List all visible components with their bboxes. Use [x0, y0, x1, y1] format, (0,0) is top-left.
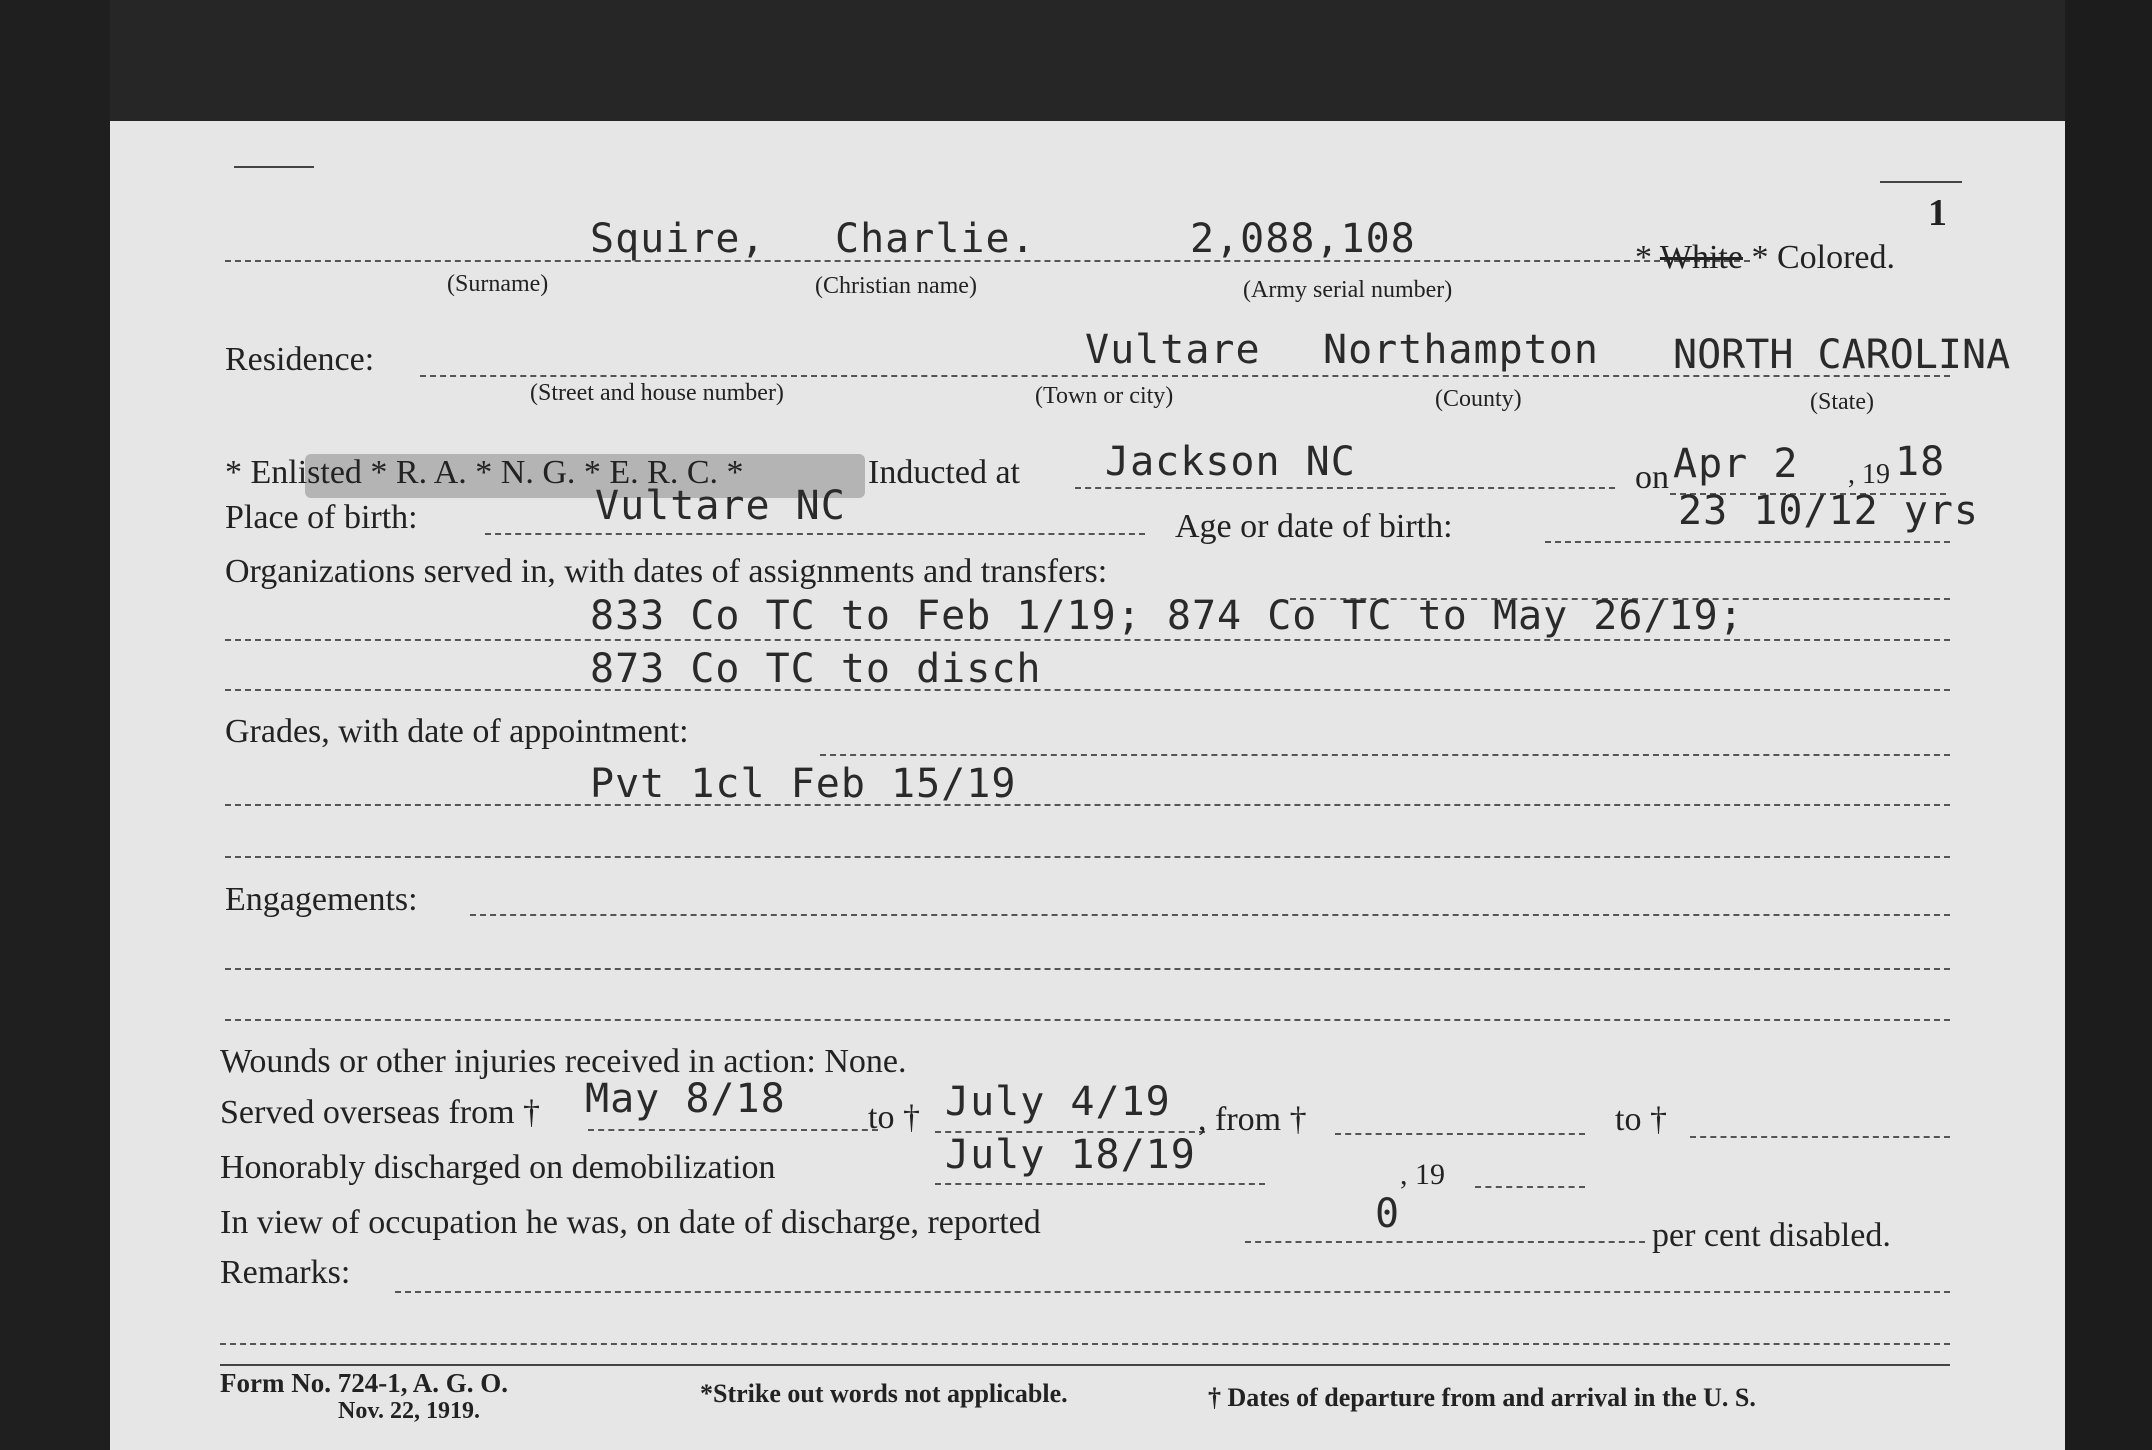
left-background: [0, 0, 110, 1450]
caption-serial-number: (Army serial number): [1243, 277, 1453, 303]
remarks-label: Remarks:: [220, 1254, 351, 1291]
remarks-line-1: [220, 1343, 1950, 1345]
overseas-to2-line: [1690, 1136, 1950, 1138]
induction-year-prefix: , 19: [1848, 459, 1890, 490]
engagements-line-1: [225, 968, 1950, 970]
discharge-line: [935, 1183, 1265, 1185]
engagements-label: Engagements:: [225, 881, 418, 918]
discharge-label: Honorably discharged on demobilization: [220, 1149, 776, 1186]
serial-number-value: 2,088,108: [1190, 216, 1416, 262]
residence-label: Residence:: [225, 341, 375, 378]
place-of-birth-value: Vultare NC: [595, 483, 846, 529]
footer-note-dates: † Dates of departure from and arrival in the U. S.: [1208, 1383, 1756, 1412]
disability-line: [1245, 1241, 1645, 1243]
overseas-from2-line: [1335, 1133, 1585, 1135]
race-white-struck: White: [1659, 239, 1743, 276]
induction-year: 18: [1895, 439, 1946, 485]
grades-line-0: [820, 754, 1950, 756]
disability-value: 0: [1375, 1191, 1401, 1237]
discharge-year-label: , 19: [1400, 1158, 1445, 1191]
age-line: [1545, 541, 1950, 543]
remarks-line-0: [395, 1291, 1950, 1293]
caption-christian-name: (Christian name): [815, 273, 977, 299]
name-line: [225, 260, 1750, 262]
place-of-birth-line: [485, 533, 1145, 535]
card-number: 1: [1928, 192, 1947, 234]
caption-county: (County): [1435, 386, 1522, 412]
footer-note-strike: *Strike out words not applicable.: [700, 1379, 1068, 1408]
inducted-at-label: Inducted at: [868, 454, 1020, 491]
overseas-to: July 4/19: [945, 1079, 1171, 1125]
surname-value: Squire,: [590, 216, 766, 262]
enlistment-status-options: * Enlisted * R. A. * N. G. * E. R. C. *: [225, 454, 744, 491]
caption-town: (Town or city): [1035, 383, 1174, 409]
discharge-date: July 18/19: [945, 1132, 1196, 1178]
caption-state: (State): [1810, 389, 1874, 415]
organizations-rule-1: [225, 639, 1950, 641]
organizations-line-2: 873 Co TC to disch: [590, 646, 1042, 692]
inducted-at-value: Jackson NC: [1105, 439, 1356, 485]
overseas-to2-label: to †: [1615, 1101, 1667, 1138]
overseas-from: May 8/18: [585, 1076, 786, 1122]
overseas-from-line: [588, 1129, 878, 1131]
caption-surname: (Surname): [447, 271, 549, 297]
induction-on-label: on: [1635, 459, 1669, 496]
inducted-at-line: [1075, 487, 1615, 489]
wounds-label: Wounds or other injuries received in action: None.: [220, 1043, 907, 1080]
grades-rule-2: [225, 856, 1950, 858]
grades-line-1: Pvt 1cl Feb 15/19: [590, 761, 1017, 807]
top-left-rule: [234, 166, 314, 168]
service-record-card: [110, 121, 2065, 1450]
right-background: [2065, 0, 2152, 1450]
footer-form-number: Form No. 724-1, A. G. O.: [220, 1368, 508, 1398]
engagements-line-2: [225, 1019, 1950, 1021]
age-label: Age or date of birth:: [1175, 508, 1453, 545]
footer-form-date: Nov. 22, 1919.: [338, 1398, 481, 1424]
organizations-rule-2: [225, 689, 1950, 691]
residence-county: Northampton: [1323, 327, 1599, 373]
overseas-from2-label: , from †: [1198, 1101, 1307, 1138]
christian-name-value: Charlie.: [835, 216, 1036, 262]
race-label: [1635, 239, 1895, 277]
caption-street: (Street and house number): [530, 380, 784, 406]
age-value: 23 10/12 yrs: [1678, 488, 1979, 534]
residence-state: NORTH CAROLINA: [1673, 332, 2011, 378]
disability-suffix: per cent disabled.: [1652, 1217, 1891, 1254]
race-prefix: *: [1635, 239, 1652, 276]
residence-line: [420, 375, 1950, 377]
footer-rule: [220, 1364, 1950, 1366]
organizations-label: Organizations served in, with dates of assignments and transfers:: [225, 553, 1108, 590]
engagements-line-0: [470, 914, 1950, 916]
race-colored: * Colored.: [1751, 239, 1896, 276]
residence-town: Vultare: [1085, 327, 1261, 373]
grades-rule-1: [225, 804, 1950, 806]
place-of-birth-label: Place of birth:: [225, 499, 418, 536]
disability-label: In view of occupation he was, on date of discharge, reported: [220, 1204, 1041, 1241]
grades-label: Grades, with date of appointment:: [225, 713, 689, 750]
organizations-line-1: 833 Co TC to Feb 1/19; 874 Co TC to May 26/19;: [590, 593, 1744, 639]
overseas-to-label: to †: [868, 1099, 920, 1136]
discharge-year-line: [1475, 1186, 1585, 1188]
induction-date: Apr 2: [1673, 441, 1799, 487]
overseas-label: Served overseas from †: [220, 1094, 541, 1131]
top-right-rule: [1880, 181, 1962, 183]
